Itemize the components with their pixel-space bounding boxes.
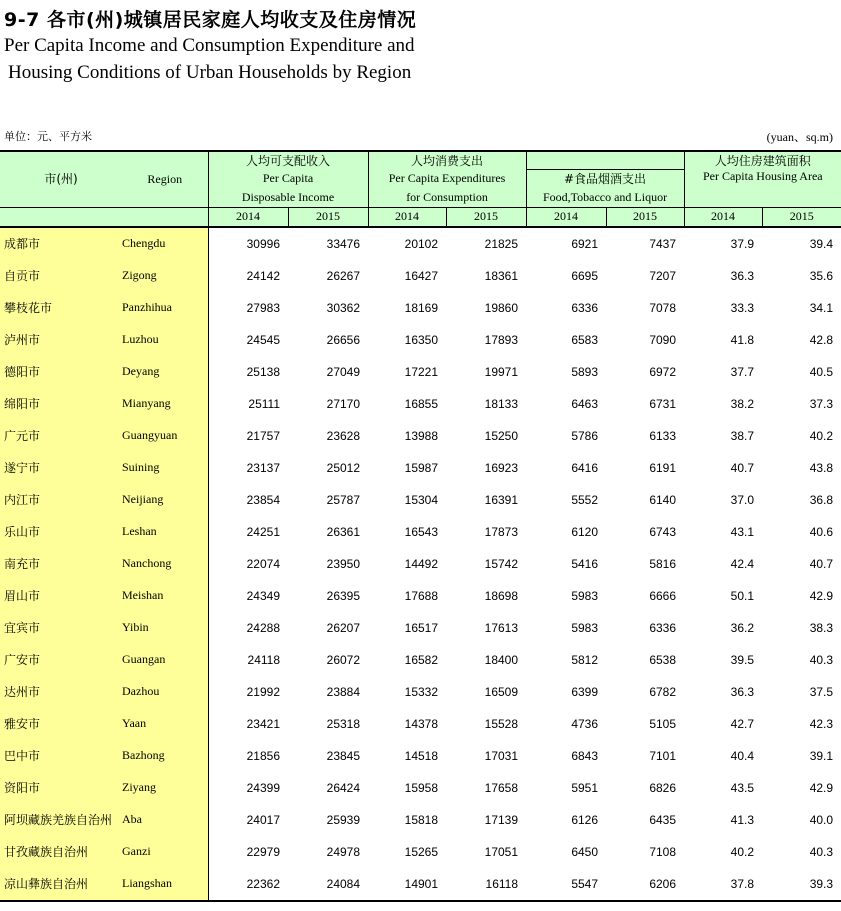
data-cell: 6336 bbox=[649, 620, 677, 635]
table-row bbox=[0, 548, 841, 580]
region-name-en: Zigong bbox=[122, 260, 208, 292]
data-cell: 23137 bbox=[246, 460, 280, 475]
data-cell: 14378 bbox=[404, 716, 439, 731]
data-cell: 37.7 bbox=[730, 364, 755, 379]
region-name-cn: 泸州市 bbox=[0, 324, 122, 356]
data-cell: 5105 bbox=[649, 716, 677, 731]
data-cell: 17031 bbox=[484, 748, 519, 763]
data-cell: 5552 bbox=[571, 492, 599, 507]
header-income-en2: Disposable Income bbox=[208, 188, 368, 208]
data-cell: 22362 bbox=[208, 868, 288, 901]
data-cell: 33.3 bbox=[730, 300, 755, 315]
data-cell: 37.8 bbox=[684, 868, 762, 901]
table-row bbox=[0, 452, 841, 484]
data-cell: 30996 bbox=[246, 236, 280, 251]
data-cell: 14518 bbox=[404, 748, 439, 763]
data-cell: 39.5 bbox=[730, 652, 755, 667]
region-name-en: Deyang bbox=[122, 356, 208, 388]
data-cell: 6120 bbox=[571, 524, 599, 539]
data-cell: 17688 bbox=[404, 588, 439, 603]
data-cell: 40.7 bbox=[809, 556, 834, 571]
data-cell: 6399 bbox=[571, 684, 599, 699]
data-cell: 36.2 bbox=[730, 620, 755, 635]
data-cell: 25787 bbox=[326, 492, 361, 507]
header-consumption-cn: 人均消费支出 bbox=[368, 151, 526, 169]
data-cell: 17658 bbox=[484, 780, 519, 795]
data-cell: 37.9 bbox=[730, 236, 755, 251]
data-cell: 17893 bbox=[484, 332, 519, 347]
data-cell: 16543 bbox=[404, 524, 439, 539]
data-cell: 6731 bbox=[649, 396, 677, 411]
data-cell: 13988 bbox=[404, 428, 439, 443]
region-name-cn: 乐山市 bbox=[0, 516, 122, 548]
header-year: 2014 bbox=[684, 207, 762, 227]
data-cell: 26656 bbox=[326, 332, 361, 347]
data-cell: 24399 bbox=[246, 780, 280, 795]
data-cell: 25111 bbox=[248, 396, 280, 411]
data-cell: 24142 bbox=[246, 268, 280, 283]
data-cell: 25138 bbox=[246, 364, 280, 379]
data-cell: 26072 bbox=[326, 652, 361, 667]
data-cell: 15818 bbox=[404, 812, 439, 827]
data-cell: 5983 bbox=[571, 588, 599, 603]
data-cell: 43.1 bbox=[730, 524, 755, 539]
data-cell: 6695 bbox=[571, 268, 599, 283]
region-name-en: Meishan bbox=[122, 580, 208, 612]
table-row bbox=[0, 516, 841, 548]
region-name-cn: 南充市 bbox=[0, 548, 122, 580]
header-food-cn: #食品烟酒支出 bbox=[564, 171, 647, 186]
data-cell: 6826 bbox=[649, 780, 677, 795]
data-cell: 6206 bbox=[606, 868, 684, 901]
data-cell: 21992 bbox=[246, 684, 280, 699]
data-cell: 38.7 bbox=[730, 428, 755, 443]
data-cell: 40.2 bbox=[809, 428, 834, 443]
header-year: 2014 bbox=[526, 207, 606, 227]
data-cell: 40.6 bbox=[809, 524, 834, 539]
region-name-en: Chengdu bbox=[122, 227, 208, 260]
data-cell: 21856 bbox=[246, 748, 280, 763]
data-cell: 7207 bbox=[649, 268, 677, 283]
data-cell: 16855 bbox=[404, 396, 439, 411]
data-cell: 6972 bbox=[649, 364, 677, 379]
region-name-cn: 凉山彝族自治州 bbox=[0, 868, 122, 901]
data-cell: 37.3 bbox=[809, 396, 834, 411]
data-cell: 19860 bbox=[484, 300, 519, 315]
data-cell: 43.5 bbox=[730, 780, 755, 795]
data-cell: 27170 bbox=[326, 396, 361, 411]
header-consumption-en2: for Consumption bbox=[368, 188, 526, 208]
data-cell: 17051 bbox=[484, 844, 519, 859]
data-cell: 26395 bbox=[326, 588, 361, 603]
header-year: 2015 bbox=[606, 207, 684, 227]
data-cell: 34.1 bbox=[809, 300, 834, 315]
region-name-en: Guangyuan bbox=[122, 420, 208, 452]
data-cell: 19971 bbox=[484, 364, 519, 379]
data-cell: 26267 bbox=[326, 268, 361, 283]
data-cell: 5816 bbox=[649, 556, 677, 571]
header-year: 2014 bbox=[368, 207, 446, 227]
data-cell: 41.3 bbox=[730, 812, 755, 827]
data-cell: 6191 bbox=[649, 460, 677, 475]
data-cell: 16391 bbox=[484, 492, 519, 507]
data-cell: 5416 bbox=[571, 556, 599, 571]
data-cell: 14901 bbox=[368, 868, 446, 901]
region-name-en: Yibin bbox=[122, 612, 208, 644]
data-cell: 24017 bbox=[246, 812, 280, 827]
region-name-en: Aba bbox=[122, 804, 208, 836]
data-cell: 43.8 bbox=[809, 460, 834, 475]
table-row bbox=[0, 836, 841, 868]
table-row bbox=[0, 868, 841, 901]
data-cell: 6140 bbox=[649, 492, 677, 507]
header-year: 2014 bbox=[208, 207, 288, 227]
data-cell: 6416 bbox=[571, 460, 599, 475]
data-cell: 15742 bbox=[484, 556, 519, 571]
data-cell: 50.1 bbox=[730, 588, 755, 603]
table-row bbox=[0, 612, 841, 644]
header-income-en1: Per Capita bbox=[208, 169, 368, 188]
region-name-cn: 成都市 bbox=[0, 227, 122, 260]
data-cell: 5951 bbox=[571, 780, 599, 795]
table-row bbox=[0, 484, 841, 516]
data-cell: 22979 bbox=[246, 844, 280, 859]
data-cell: 30362 bbox=[326, 300, 361, 315]
data-cell: 7108 bbox=[649, 844, 677, 859]
header-housing-cn: 人均住房建筑面积 bbox=[684, 151, 841, 169]
table-row bbox=[0, 644, 841, 676]
data-cell: 23884 bbox=[326, 684, 361, 699]
data-cell: 24084 bbox=[288, 868, 368, 901]
data-cell: 18361 bbox=[484, 268, 519, 283]
region-name-en: Ziyang bbox=[122, 772, 208, 804]
data-cell: 42.9 bbox=[809, 780, 834, 795]
region-name-en: Yaan bbox=[122, 708, 208, 740]
region-name-en: Ganzi bbox=[122, 836, 208, 868]
data-cell: 37.5 bbox=[809, 684, 834, 699]
data-cell: 38.2 bbox=[730, 396, 755, 411]
header-year: 2015 bbox=[288, 207, 368, 227]
data-cell: 5786 bbox=[571, 428, 599, 443]
region-name-cn: 甘孜藏族自治州 bbox=[0, 836, 122, 868]
region-name-en: Luzhou bbox=[122, 324, 208, 356]
data-cell: 16427 bbox=[404, 268, 439, 283]
unit-label-en: (yuan、sq.m) bbox=[766, 130, 833, 144]
region-name-cn: 阿坝藏族羌族自治州 bbox=[0, 804, 122, 836]
table-header bbox=[0, 151, 841, 227]
data-cell: 23628 bbox=[326, 428, 361, 443]
region-name-cn: 广元市 bbox=[0, 420, 122, 452]
data-cell: 23854 bbox=[246, 492, 280, 507]
data-cell: 16509 bbox=[484, 684, 519, 699]
data-cell: 25939 bbox=[326, 812, 361, 827]
page-title-cn: 9-7 各市(州)城镇居民家庭人均收支及住房情况 bbox=[4, 9, 417, 31]
data-cell: 15265 bbox=[404, 844, 439, 859]
table-row bbox=[0, 708, 841, 740]
table-body bbox=[0, 227, 841, 901]
data-cell: 23950 bbox=[326, 556, 361, 571]
data-cell: 36.3 bbox=[730, 268, 755, 283]
header-year: 2015 bbox=[762, 207, 841, 227]
data-cell: 7090 bbox=[649, 332, 677, 347]
data-cell: 38.3 bbox=[809, 620, 834, 635]
data-cell: 24545 bbox=[246, 332, 280, 347]
data-cell: 6921 bbox=[571, 236, 599, 251]
data-cell: 42.7 bbox=[730, 716, 755, 731]
data-cell: 23421 bbox=[246, 716, 280, 731]
data-cell: 17873 bbox=[484, 524, 519, 539]
table-row bbox=[0, 388, 841, 420]
data-cell: 6843 bbox=[571, 748, 599, 763]
region-name-en: Dazhou bbox=[122, 676, 208, 708]
data-cell: 17613 bbox=[484, 620, 519, 635]
data-cell: 5893 bbox=[571, 364, 599, 379]
header-food-en: Food,Tobacco and Liquor bbox=[526, 188, 684, 208]
data-cell: 39.3 bbox=[762, 868, 841, 901]
data-cell: 24251 bbox=[246, 524, 280, 539]
region-name-cn: 遂宁市 bbox=[0, 452, 122, 484]
unit-label-cn: 单位：元、平方米 bbox=[4, 130, 92, 143]
data-cell: 16923 bbox=[484, 460, 519, 475]
data-cell: 39.1 bbox=[809, 748, 834, 763]
data-cell: 40.0 bbox=[809, 812, 834, 827]
region-name-cn: 达州市 bbox=[0, 676, 122, 708]
data-cell: 15528 bbox=[484, 716, 519, 731]
data-cell: 6782 bbox=[649, 684, 677, 699]
region-name-en: Panzhihua bbox=[122, 292, 208, 324]
data-cell: 26207 bbox=[326, 620, 361, 635]
data-cell: 40.3 bbox=[809, 652, 834, 667]
data-cell: 7078 bbox=[649, 300, 677, 315]
page-title-en-line2: Housing Conditions of Urban Households by Region bbox=[8, 62, 412, 83]
table-row bbox=[0, 804, 841, 836]
data-cell: 40.2 bbox=[730, 844, 755, 859]
region-name-en: Guangan bbox=[122, 644, 208, 676]
data-cell: 6538 bbox=[649, 652, 677, 667]
data-cell: 27049 bbox=[326, 364, 361, 379]
data-cell: 6435 bbox=[649, 812, 677, 827]
region-name-cn: 资阳市 bbox=[0, 772, 122, 804]
data-cell: 33476 bbox=[326, 236, 361, 251]
data-cell: 18698 bbox=[484, 588, 519, 603]
table-row bbox=[0, 260, 841, 292]
data-cell: 5983 bbox=[571, 620, 599, 635]
data-cell: 16582 bbox=[404, 652, 439, 667]
data-cell: 6133 bbox=[649, 428, 677, 443]
data-cell: 18169 bbox=[404, 300, 439, 315]
data-cell: 24288 bbox=[246, 620, 280, 635]
region-name-cn: 内江市 bbox=[0, 484, 122, 516]
region-name-cn: 绵阳市 bbox=[0, 388, 122, 420]
data-cell: 24349 bbox=[246, 588, 280, 603]
data-cell: 25318 bbox=[326, 716, 361, 731]
data-cell: 21757 bbox=[246, 428, 280, 443]
region-name-cn: 巴中市 bbox=[0, 740, 122, 772]
data-cell: 39.4 bbox=[809, 236, 834, 251]
data-cell: 42.3 bbox=[809, 716, 834, 731]
table-row bbox=[0, 227, 841, 260]
region-name-cn: 德阳市 bbox=[0, 356, 122, 388]
data-cell: 16517 bbox=[404, 620, 439, 635]
data-cell: 6666 bbox=[649, 588, 677, 603]
data-cell: 7101 bbox=[649, 748, 677, 763]
page-title-en-line1: Per Capita Income and Consumption Expenditure and bbox=[4, 35, 415, 56]
data-cell: 40.7 bbox=[730, 460, 755, 475]
region-name-en: Leshan bbox=[122, 516, 208, 548]
region-name-cn: 宜宾市 bbox=[0, 612, 122, 644]
table-row bbox=[0, 580, 841, 612]
data-cell: 24978 bbox=[326, 844, 361, 859]
table-row bbox=[0, 772, 841, 804]
data-cell: 18400 bbox=[484, 652, 519, 667]
header-consumption-en1: Per Capita Expenditures bbox=[368, 169, 526, 188]
data-cell: 16350 bbox=[404, 332, 439, 347]
data-cell: 36.3 bbox=[730, 684, 755, 699]
data-cell: 42.8 bbox=[809, 332, 834, 347]
data-cell: 15958 bbox=[404, 780, 439, 795]
region-name-cn: 攀枝花市 bbox=[0, 292, 122, 324]
header-region-en: Region bbox=[122, 151, 208, 207]
data-cell: 17139 bbox=[484, 812, 519, 827]
data-cell: 5812 bbox=[571, 652, 599, 667]
data-cell: 7437 bbox=[649, 236, 677, 251]
data-cell: 35.6 bbox=[809, 268, 834, 283]
data-cell: 14492 bbox=[404, 556, 439, 571]
data-cell: 36.8 bbox=[809, 492, 834, 507]
header-income-cn: 人均可支配收入 bbox=[208, 151, 368, 169]
data-cell: 42.4 bbox=[730, 556, 755, 571]
data-table bbox=[0, 150, 841, 902]
region-name-en: Nanchong bbox=[122, 548, 208, 580]
data-cell: 23845 bbox=[326, 748, 361, 763]
region-name-cn: 眉山市 bbox=[0, 580, 122, 612]
data-cell: 41.8 bbox=[730, 332, 755, 347]
data-cell: 15332 bbox=[404, 684, 439, 699]
data-cell: 37.0 bbox=[730, 492, 755, 507]
data-cell: 26424 bbox=[326, 780, 361, 795]
region-name-cn: 广安市 bbox=[0, 644, 122, 676]
data-cell: 5547 bbox=[526, 868, 606, 901]
region-name-en: Liangshan bbox=[122, 868, 208, 901]
data-cell: 6583 bbox=[571, 332, 599, 347]
table-row bbox=[0, 324, 841, 356]
data-cell: 21825 bbox=[484, 236, 519, 251]
data-cell: 15304 bbox=[404, 492, 439, 507]
data-cell: 15987 bbox=[404, 460, 439, 475]
header-year: 2015 bbox=[446, 207, 526, 227]
data-cell: 25012 bbox=[326, 460, 361, 475]
region-name-en: Neijiang bbox=[122, 484, 208, 516]
data-cell: 40.4 bbox=[730, 748, 755, 763]
region-name-cn: 雅安市 bbox=[0, 708, 122, 740]
region-name-en: Mianyang bbox=[122, 388, 208, 420]
data-cell: 15250 bbox=[484, 428, 519, 443]
data-cell: 24118 bbox=[247, 652, 280, 667]
data-cell: 6336 bbox=[571, 300, 599, 315]
data-cell: 26361 bbox=[326, 524, 361, 539]
region-name-cn: 自贡市 bbox=[0, 260, 122, 292]
header-housing-en: Per Capita Housing Area bbox=[684, 169, 841, 207]
header-food-cell bbox=[526, 169, 684, 188]
data-cell: 40.5 bbox=[809, 364, 834, 379]
data-cell: 18133 bbox=[484, 396, 519, 411]
table-row bbox=[0, 420, 841, 452]
data-cell: 20102 bbox=[404, 236, 439, 251]
region-name-en: Bazhong bbox=[122, 740, 208, 772]
region-name-en: Suining bbox=[122, 452, 208, 484]
data-cell: 42.9 bbox=[809, 588, 834, 603]
data-cell: 27983 bbox=[246, 300, 280, 315]
table-row bbox=[0, 676, 841, 708]
data-cell: 22074 bbox=[246, 556, 280, 571]
table-row bbox=[0, 740, 841, 772]
data-cell: 17221 bbox=[404, 364, 439, 379]
data-cell: 16118 bbox=[446, 868, 526, 901]
data-cell: 6126 bbox=[571, 812, 599, 827]
header-region-cn: 市(州) bbox=[44, 172, 78, 187]
data-cell: 40.3 bbox=[809, 844, 834, 859]
data-cell: 6450 bbox=[571, 844, 599, 859]
table-row bbox=[0, 292, 841, 324]
table-row bbox=[0, 356, 841, 388]
data-cell: 6743 bbox=[649, 524, 677, 539]
data-cell: 6463 bbox=[571, 396, 599, 411]
data-cell: 4736 bbox=[571, 716, 599, 731]
